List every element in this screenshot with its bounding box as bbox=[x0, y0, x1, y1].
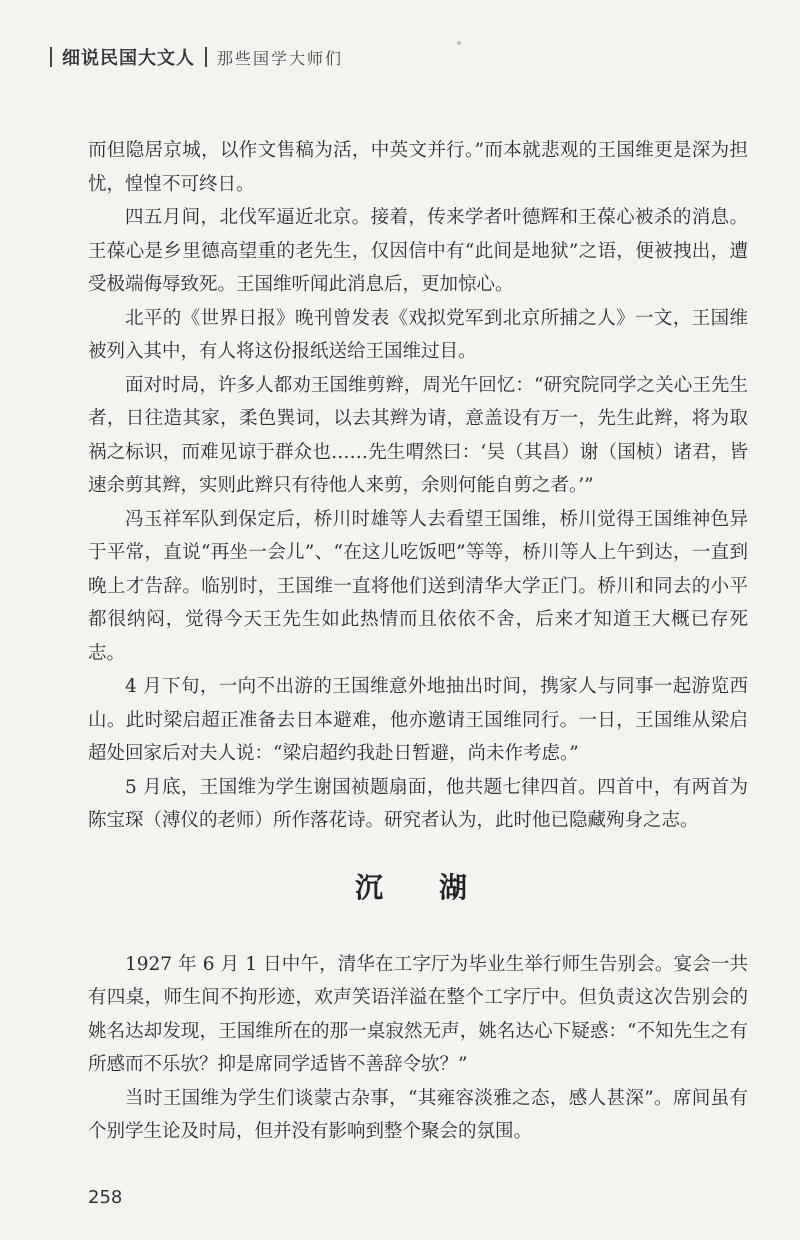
paragraph-5: 冯玉祥军队到保定后，桥川时雄等人去看望王国维，桥川觉得王国维神色异于平常，直说“再坐一会儿”、“在这儿吃饭吧”等等，桥川等人上午到达，一直到晚上才告辞。临别时，王国维一直将他们送到清华大学正门。桥川和同去的小平都很纳闷，觉得今天王先生如此热情而且依依不舍，后来才知道王大概已存死志。 bbox=[88, 508, 748, 664]
page-number: 258 bbox=[88, 1187, 123, 1208]
body-text bbox=[88, 134, 748, 1149]
paragraph-2: 四五月间，北伐军逼近北京。接着，传来学者叶德辉和王葆心被杀的消息。王葆心是乡里德高望重的老先生，仅因信中有“此间是地狱”之语，便被拽出，遭受极端侮辱致死。王国维听闻此消息后，更加惊心。 bbox=[88, 207, 748, 295]
running-header bbox=[40, 44, 343, 70]
book-title: 细说民国大文人 bbox=[62, 48, 195, 69]
section-paragraph-2: 当时王国维为学生们谈蒙古杂事，“其雍容淡雅之态，感人甚深”。席间虽有个别学生论及时局，但并没有影响到整个聚会的氛围。 bbox=[88, 1087, 748, 1142]
header-divider-left bbox=[50, 47, 52, 67]
paragraph-4: 面对时局，许多人都劝王国维剪辫，周光午回忆：“研究院同学之关心王先生者，日往造其家，柔色巽词，以去其辫为请，意盖设有万一，先生此辫，将为取祸之标识，而难见谅于群众也……先生喟然曰：‘吴（其昌）谢（国桢）诸君，皆速余剪其辫，实则此辫只有待他人来剪，余则何能自剪之者。’” bbox=[88, 374, 748, 496]
section-paragraph-1: 1927 年 6 月 1 日中午，清华在工字厅为毕业生举行师生告别会。宴会一共有四桌，师生间不拘形迹，欢声笑语洋溢在整个工字厅中。但负责这次告别会的姚名达却发现，王国维所在的那一桌寂然无声，姚名达心下疑惑：“不知先生之有所感而不乐欤？抑是席同学适皆不善辞令欤？” bbox=[88, 953, 748, 1075]
paragraph-3: 北平的《世界日报》晚刊曾发表《戏拟党军到北京所捕之人》一文，王国维被列入其中，有人将这份报纸送给王国维过目。 bbox=[88, 307, 748, 362]
page-speck bbox=[457, 41, 461, 45]
paragraph-7: 5 月底，王国维为学生谢国祯题扇面，他共题七律四首。四首中，有两首为陈宝琛（溥仪的老师）所作落花诗。研究者认为，此时他已隐藏殉身之志。 bbox=[88, 776, 748, 831]
paragraph-6: 4 月下旬，一向不出游的王国维意外地抽出时间，携家人与同事一起游览西山。此时梁启超正准备去日本避难，他亦邀请王国维同行。一日，王国维从梁启超处回家后对夫人说：“梁启超约我赴日暂避，尚未作考虑。” bbox=[88, 676, 748, 764]
chapter-title: 那些国学大师们 bbox=[217, 48, 344, 68]
section-title: 沉 湖 bbox=[354, 870, 481, 904]
paragraph-1: 而但隐居京城，以作文售稿为活，中英文并行。”而本就悲观的王国维更是深为担忧，惶惶不可终日。 bbox=[88, 140, 748, 195]
header-divider-middle bbox=[205, 47, 207, 67]
